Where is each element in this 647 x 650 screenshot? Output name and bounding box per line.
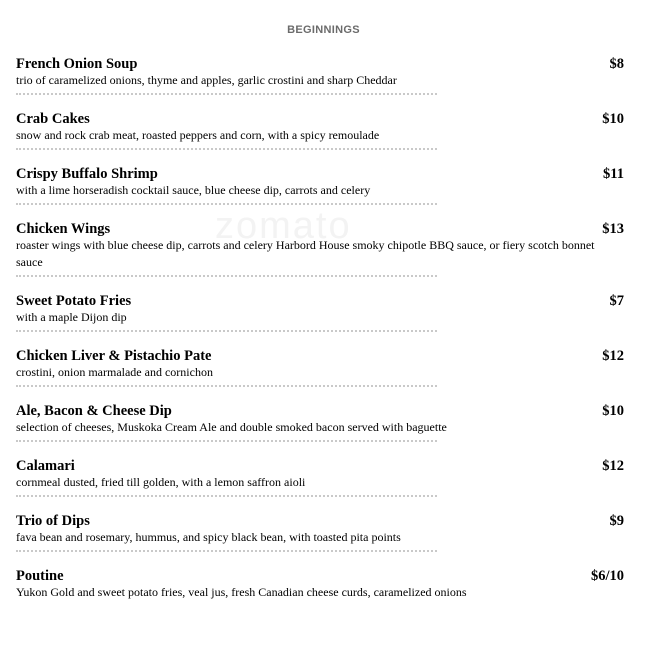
- menu-item-header: [16, 513, 624, 529]
- menu-item-header: [16, 166, 624, 182]
- menu-item-description: snow and rock crab meat, roasted peppers and corn, with a spicy remoulade: [16, 128, 380, 142]
- menu-item-header: [16, 111, 624, 127]
- dotted-divider: [16, 495, 437, 497]
- menu-item-price: $6/10: [590, 568, 624, 584]
- menu-item-name: Trio of Dips: [16, 513, 90, 529]
- menu-item-header: [16, 458, 624, 474]
- menu-item-description: cornmeal dusted, fried till golden, with a lemon saffron aioli: [16, 475, 306, 489]
- menu-item-price: $10: [602, 403, 624, 419]
- section-title: BEGINNINGS: [287, 24, 360, 36]
- menu-item-price: $7: [609, 293, 624, 309]
- menu-item-description: with a maple Dijon dip: [16, 310, 127, 324]
- menu-item: [16, 513, 624, 552]
- menu-item-name: French Onion Soup: [16, 56, 138, 72]
- menu-item: [16, 293, 624, 332]
- menu-list: [16, 56, 624, 601]
- menu-item-name: Crispy Buffalo Shrimp: [16, 166, 158, 182]
- dotted-divider: [16, 203, 437, 205]
- menu-item: [16, 403, 624, 442]
- dotted-divider: [16, 440, 437, 442]
- menu-item: [16, 221, 624, 277]
- menu-item-header: [16, 293, 624, 309]
- dotted-divider: [16, 550, 437, 552]
- menu-item-header: [16, 568, 624, 584]
- menu-item-description: crostini, onion marmalade and cornichon: [16, 365, 213, 379]
- menu-item-name: Chicken Wings: [16, 221, 111, 237]
- menu-item-description: Yukon Gold and sweet potato fries, veal jus, fresh Canadian cheese curds, caramelized onions: [16, 585, 467, 599]
- menu-item-description: roaster wings with blue cheese dip, carrots and celery Harbord House smoky chipotle BBQ sauce, or fiery scotch bonnet sauce: [16, 238, 595, 269]
- menu-item: [16, 568, 624, 601]
- menu-item-header: [16, 56, 624, 72]
- menu-item-name: Poutine: [16, 568, 64, 584]
- dotted-divider: [16, 93, 437, 95]
- menu-item-price: $11: [603, 166, 624, 182]
- menu-item-price: $8: [609, 56, 624, 72]
- menu-item-header: [16, 348, 624, 364]
- dotted-divider: [16, 385, 437, 387]
- menu-item: [16, 348, 624, 387]
- menu-item-header: [16, 221, 624, 237]
- menu-item-price: $12: [602, 458, 624, 474]
- menu-item: [16, 166, 624, 205]
- menu-item: [16, 458, 624, 497]
- watermark-logo: zomato: [215, 205, 352, 247]
- dotted-divider: [16, 330, 437, 332]
- menu-item-name: Ale, Bacon & Cheese Dip: [16, 403, 172, 419]
- menu-item-name: Crab Cakes: [16, 111, 90, 127]
- menu-item-description: trio of caramelized onions, thyme and apples, garlic crostini and sharp Cheddar: [16, 73, 397, 87]
- menu-item-price: $10: [602, 111, 624, 127]
- dotted-divider: [16, 275, 437, 277]
- menu-item-header: [16, 403, 624, 419]
- menu-item-price: $13: [602, 221, 624, 237]
- menu-item-price: $12: [602, 348, 624, 364]
- menu-item-description: with a lime horseradish cocktail sauce, blue cheese dip, carrots and celery: [16, 183, 371, 197]
- menu-item-description: fava bean and rosemary, hummus, and spicy black bean, with toasted pita points: [16, 530, 401, 544]
- menu-item-name: Calamari: [16, 458, 75, 474]
- menu-item-name: Chicken Liver & Pistachio Pate: [16, 348, 212, 364]
- menu-item-price: $9: [609, 513, 624, 529]
- dotted-divider: [16, 148, 437, 150]
- menu-item: [16, 111, 624, 150]
- menu-item: [16, 56, 624, 95]
- menu-item-description: selection of cheeses, Muskoka Cream Ale and double smoked bacon served with baguette: [16, 420, 447, 434]
- menu-item-name: Sweet Potato Fries: [16, 293, 132, 309]
